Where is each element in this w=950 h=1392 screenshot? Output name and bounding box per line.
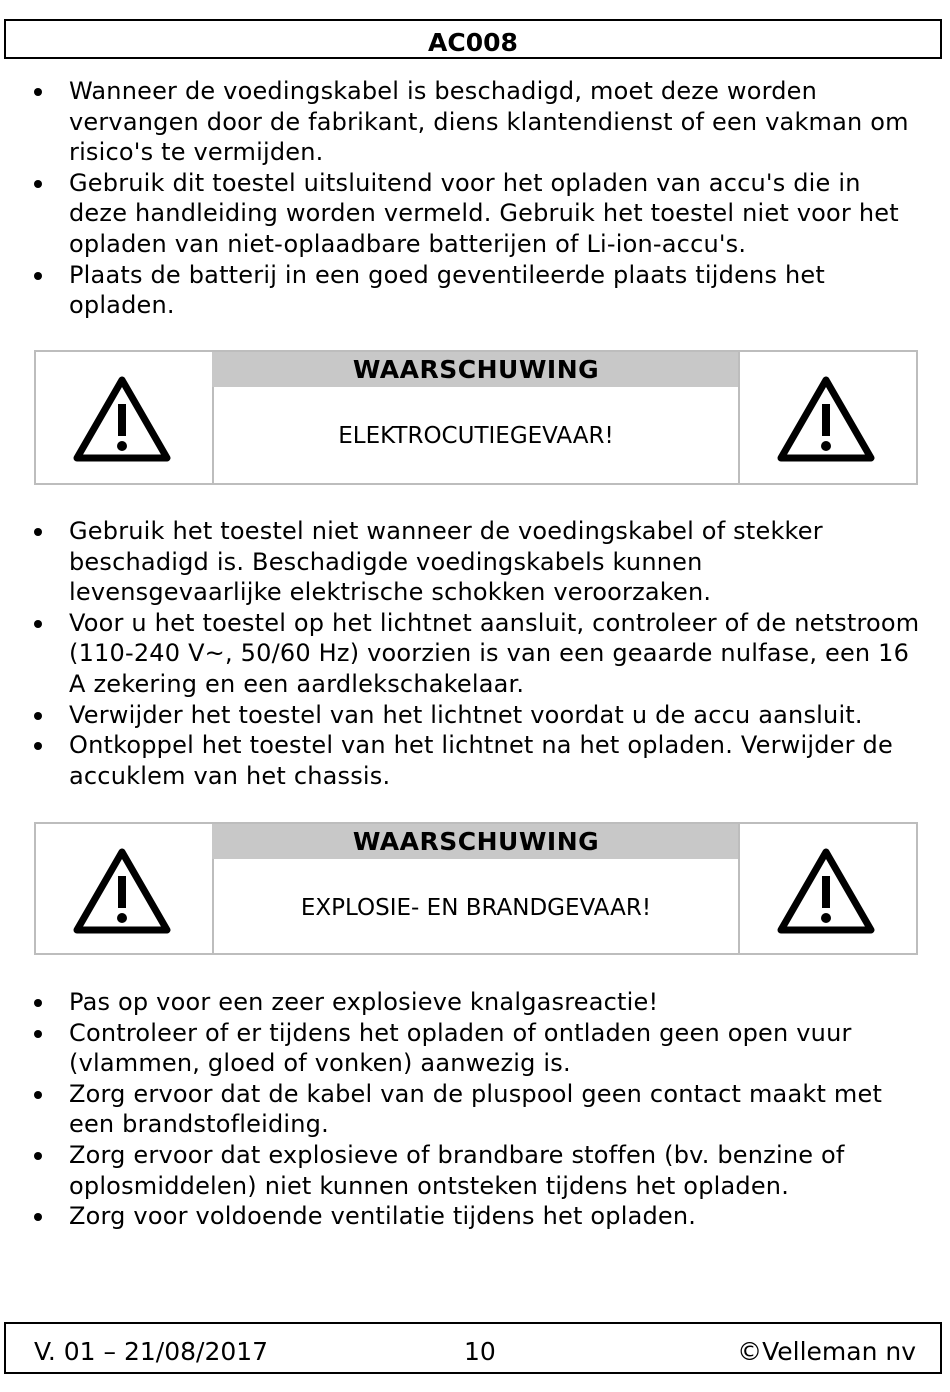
- list-item: Gebruik het toestel niet wanneer de voedingskabel of stekker beschadigd is. Beschadigde voedingskabels kunnen levensgevaarlijke elektrische schokken veroorzaken.: [0, 516, 920, 608]
- list-item: Zorg voor voldoende ventilatie tijdens het opladen.: [0, 1201, 920, 1232]
- list-item: Gebruik dit toestel uitsluitend voor het opladen van accu's die in deze handleiding worden vermeld. Gebruik het toestel niet voor het opladen van niet-oplaadbare batterijen of Li-ion-accu's.: [0, 168, 920, 260]
- bullet-dot-icon: [34, 712, 42, 720]
- list-item: Ontkoppel het toestel van het lichtnet na het opladen. Verwijder de accuklem van het chassis.: [0, 730, 920, 791]
- list-item: Controleer of er tijdens het opladen of ontladen geen open vuur (vlammen, gloed of vonken) aanwezig is.: [0, 1018, 920, 1079]
- bullet-dot-icon: [34, 88, 42, 96]
- warning-triangle-icon: [72, 846, 172, 936]
- bullet-dot-icon: [34, 742, 42, 750]
- bullet-dot-icon: [34, 999, 42, 1007]
- warning-triangle-icon: [776, 374, 876, 464]
- list-item: Plaats de batterij in een goed geventileerde plaats tijdens het opladen.: [0, 260, 920, 321]
- bullet-dot-icon: [34, 620, 42, 628]
- warning-message: EXPLOSIE- EN BRANDGEVAAR!: [300, 895, 652, 921]
- warning-icon-cell-right: [738, 824, 916, 953]
- footer-copyright: ©Velleman nv: [737, 1337, 916, 1366]
- warning-text-cell: [212, 352, 740, 483]
- warning-message: ELEKTROCUTIEGEVAAR!: [338, 423, 614, 449]
- page-footer: [4, 1322, 942, 1374]
- warning-box-electrocution: [34, 350, 918, 485]
- footer-page-number: 10: [464, 1337, 496, 1366]
- bullet-dot-icon: [34, 528, 42, 536]
- bullet-list-1: [0, 76, 920, 321]
- list-item: Voor u het toestel op het lichtnet aansluit, controleer of de netstroom (110-240 V~, 50/60 Hz) voorzien is van een geaarde nulfase, een 16 A zekering en een aardlekschakelaar.: [0, 608, 920, 700]
- warning-box-explosion: [34, 822, 918, 955]
- footer-version: V. 01 – 21/08/2017: [34, 1337, 269, 1366]
- list-item: Zorg ervoor dat de kabel van de pluspool geen contact maakt met een brandstofleiding.: [0, 1079, 920, 1140]
- warning-text-cell: [212, 824, 740, 953]
- bullet-dot-icon: [34, 180, 42, 188]
- page-header: [4, 19, 942, 59]
- warning-icon-cell-left: [36, 352, 214, 483]
- bullet-dot-icon: [34, 1091, 42, 1099]
- warning-title: WAARSCHUWING: [212, 824, 740, 859]
- warning-icon-cell-right: [738, 352, 916, 483]
- bullet-dot-icon: [34, 272, 42, 280]
- bullet-list-3: [0, 987, 920, 1232]
- page-header-title: AC008: [428, 28, 518, 57]
- warning-triangle-icon: [776, 846, 876, 936]
- bullet-list-2: [0, 516, 920, 791]
- warning-triangle-icon: [72, 374, 172, 464]
- list-item: Pas op voor een zeer explosieve knalgasreactie!: [0, 987, 920, 1018]
- list-item: Wanneer de voedingskabel is beschadigd, moet deze worden vervangen door de fabrikant, diens klantendienst of een vakman om risico's te vermijden.: [0, 76, 920, 168]
- list-item: Zorg ervoor dat explosieve of brandbare stoffen (bv. benzine of oplosmiddelen) niet kunnen ontsteken tijdens het opladen.: [0, 1140, 920, 1201]
- bullet-dot-icon: [34, 1213, 42, 1221]
- bullet-dot-icon: [34, 1152, 42, 1160]
- warning-icon-cell-left: [36, 824, 214, 953]
- list-item: Verwijder het toestel van het lichtnet voordat u de accu aansluit.: [0, 700, 920, 731]
- bullet-dot-icon: [34, 1030, 42, 1038]
- warning-title: WAARSCHUWING: [212, 352, 740, 387]
